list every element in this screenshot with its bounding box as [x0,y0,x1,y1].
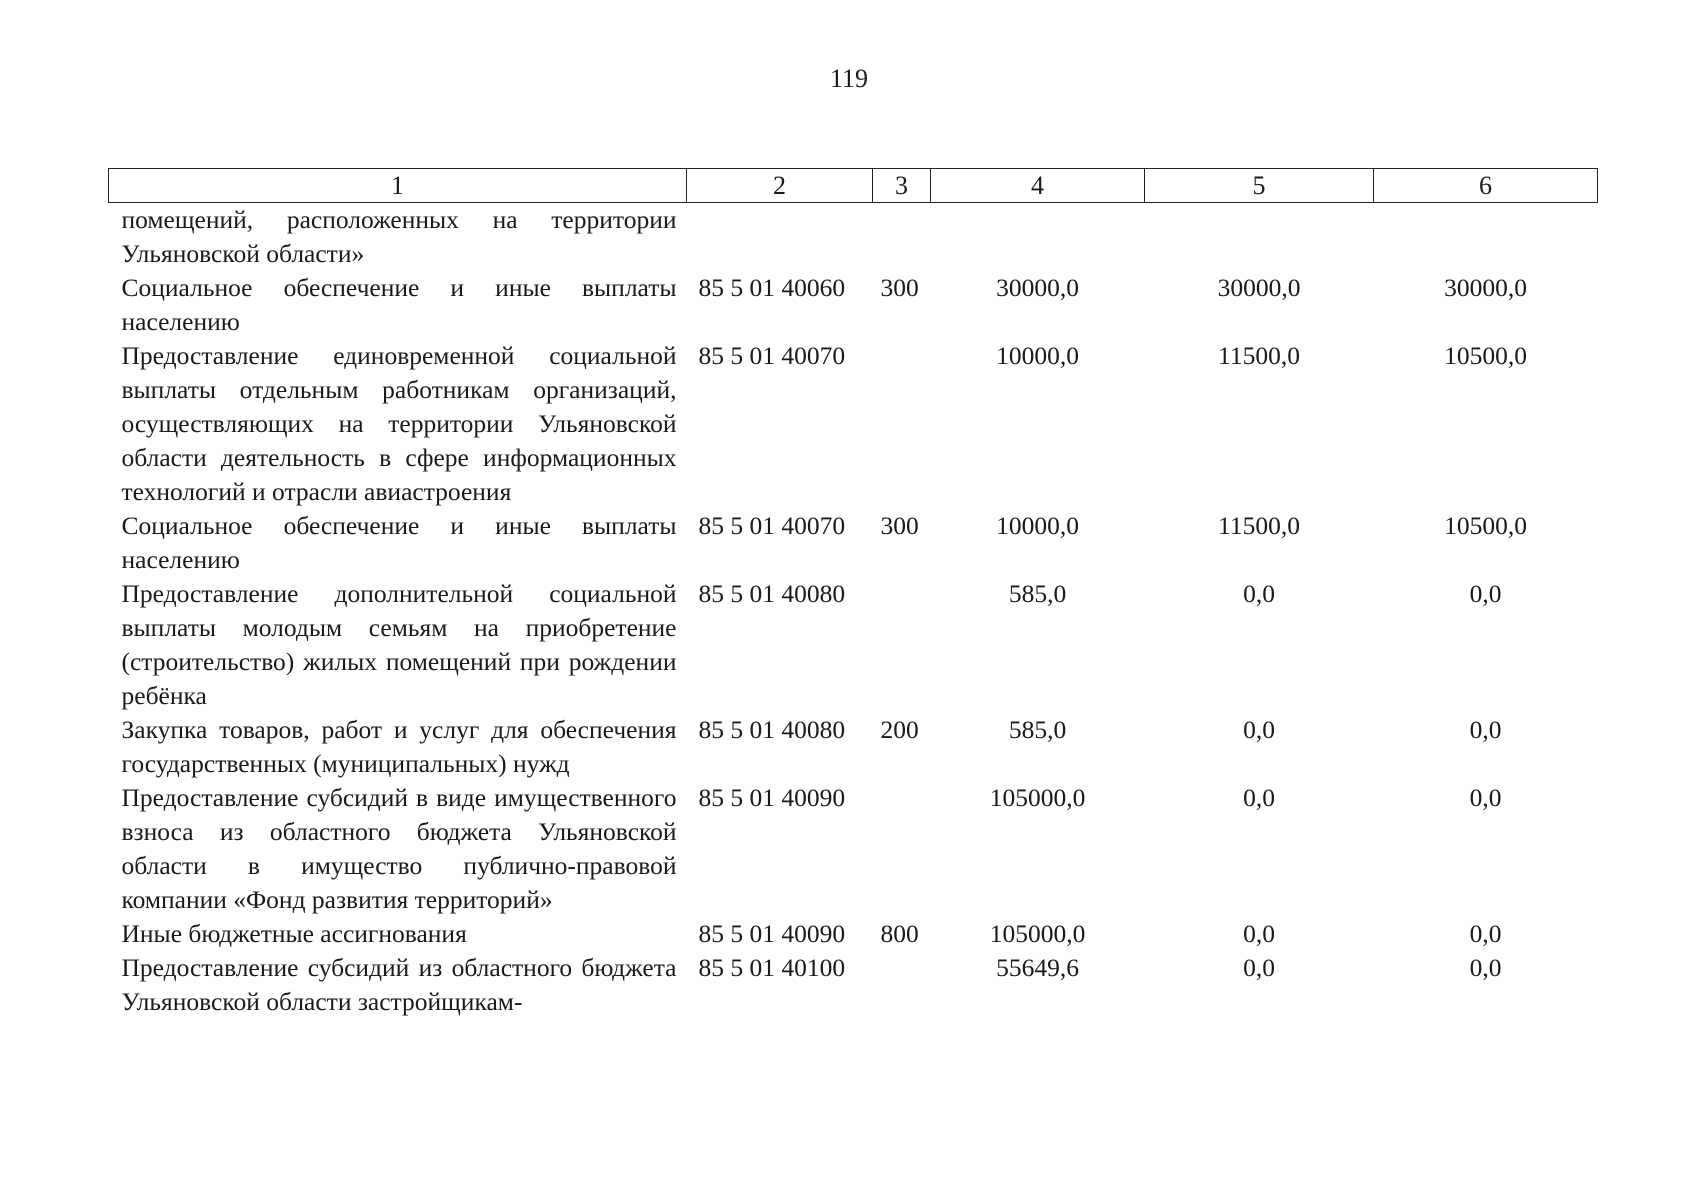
row-code: 85 5 01 40100 [698,953,846,982]
row-value-4: 10000,0 [996,511,1079,540]
row-name: Предоставление единовременной социальной выплаты отдельным работникам организаций, осуществляющих на территории Ульяновской области деятельность в сфере информационных технологий и отрасли авиастроения [121,341,677,506]
row-value-6 [1374,203,1598,272]
row-type [873,339,931,509]
row-name: помещений, расположенных на территории Ульяновской области» [121,205,677,268]
column-header-4: 4 [931,169,1145,203]
row-value-4: 10000,0 [996,341,1079,370]
row-name: Социальное обеспечение и иные выплаты населению [121,511,677,574]
row-name: Предоставление субсидий из областного бюджета Ульяновской области застройщикам- [121,953,677,1016]
table-row [109,951,1598,1019]
row-value-5: 11500,0 [1218,341,1300,370]
row-value-4: 30000,0 [996,273,1079,302]
row-name: Социальное обеспечение и иные выплаты населению [121,273,677,336]
table-header-row [109,169,1598,203]
row-value-6: 0,0 [1469,579,1502,608]
row-value-4: 105000,0 [989,919,1086,948]
row-value-5: 11500,0 [1218,511,1300,540]
page-number: 119 [829,64,869,93]
table-row [109,781,1598,917]
column-header-3: 3 [873,169,931,203]
row-value-4: 585,0 [1008,715,1067,744]
row-code: 85 5 01 40080 [698,715,846,744]
column-header-1: 1 [109,169,687,203]
row-value-6: 0,0 [1469,783,1502,812]
budget-table [108,168,1598,1019]
column-header-2: 2 [687,169,873,203]
row-name: Предоставление субсидий в виде имущественного взноса из областного бюджета Ульяновской области в имущество публично-правовой компании «Фонд развития территорий» [121,783,677,914]
row-type: 300 [880,273,919,302]
row-code: 85 5 01 40060 [698,273,846,302]
row-type: 800 [880,919,919,948]
row-value-6: 0,0 [1469,919,1502,948]
row-type: 300 [880,511,919,540]
row-value-5: 30000,0 [1217,273,1301,302]
row-type [873,951,931,1019]
row-value-6: 10500,0 [1444,511,1527,540]
table-row [109,271,1598,339]
table-row [109,577,1598,713]
table-row [109,917,1598,951]
row-name: Иные бюджетные ассигнования [121,919,467,948]
row-value-6: 10500,0 [1444,341,1527,370]
row-code [687,203,873,272]
column-header-5: 5 [1145,169,1374,203]
row-value-5: 0,0 [1243,783,1275,812]
table-row [109,339,1598,509]
row-code: 85 5 01 40080 [698,579,846,608]
row-value-6: 30000,0 [1444,273,1527,302]
row-value-4 [931,203,1145,272]
table-row [109,203,1598,272]
budget-table-container [108,168,1597,1019]
row-value-4: 55649,6 [996,953,1079,982]
row-type [873,781,931,917]
row-code: 85 5 01 40070 [698,511,846,540]
row-type [873,577,931,713]
row-type [873,203,931,272]
row-type: 200 [880,715,919,744]
table-row [109,509,1598,577]
row-value-6: 0,0 [1469,715,1502,744]
row-value-6: 0,0 [1469,953,1502,982]
row-value-5: 0,0 [1243,579,1275,608]
row-code: 85 5 01 40090 [698,919,846,948]
row-name: Закупка товаров, работ и услуг для обеспечения государственных (муниципальных) нужд [121,715,677,778]
row-value-5: 0,0 [1243,953,1275,982]
row-value-5: 0,0 [1243,715,1275,744]
row-value-5 [1145,203,1374,272]
row-code: 85 5 01 40070 [698,341,846,370]
column-header-6: 6 [1374,169,1598,203]
row-name: Предоставление дополнительной социальной выплаты молодым семьям на приобретение (строительство) жилых помещений при рождении ребёнка [121,579,677,710]
row-value-4: 105000,0 [989,783,1086,812]
row-code: 85 5 01 40090 [698,783,846,812]
row-value-5: 0,0 [1243,919,1275,948]
row-value-4: 585,0 [1008,579,1067,608]
table-row [109,713,1598,781]
